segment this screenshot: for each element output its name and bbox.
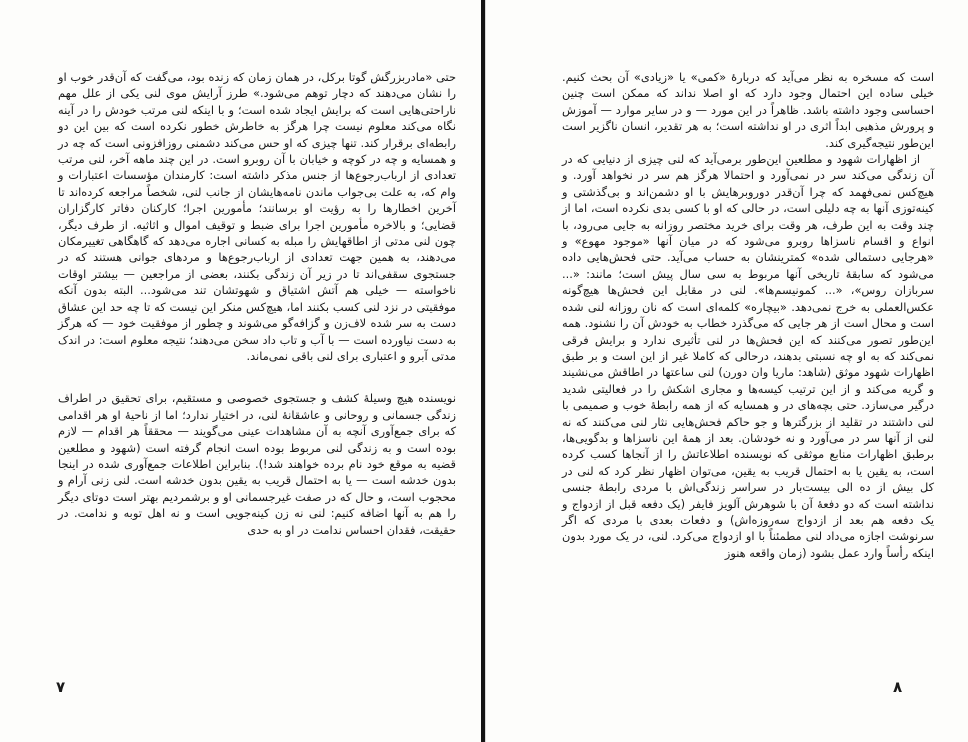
paragraph: نویسنده هیچ وسیلهٔ کشف و جستجوی خصوصی و مستقیم، برای تحقیق در اطراف زندگی جسمانی و روحانی و عاشقانهٔ لنی، در اختیار ندارد؛ اما از ناحیهٔ او هر اقدامی که برای جمع‌آوری آنچه به آن مشاهدات عینی می‌گویند — محققاً هر اقدام — لازم بوده است و به زندگی لنی مربوط بوده است انجام گرفته است (شهود و مطلعین قضیه به موقع خود نام برده خواهند شد!). بنابراین اطلاعات جمع‌آوری شده در اینجا بدون خدشه است — یا به احتمال قریب به یقین بدون خدشه است. لنی زنی آرام و محجوب است، و حال که در صفت غیرجسمانی او و برشمردیم بهتر است دوتای دیگر را هم به آنها اضافه کنیم: لنی نه زن کینه‌جویی است و نه اهل توبه و ندامت. در حقیقت، فقدان احساس ندامت در او به حدی: [58, 391, 456, 537]
left-page: [0, 0, 481, 742]
left-page-text: [58, 69, 456, 538]
page-number: ۸: [893, 678, 903, 696]
paragraph: حتی «مادربزرگش گوتا برکل، در همان زمان که زنده بود، می‌گفت که آن‌قدر خوب او را نشان می‌دهند که دچار توهم می‌شود.» طرز آرایش موی لنی یکی از علل مهم ناراحتی‌هایی است که برایش ایجاد شده است؛ و با اینکه لنی مرتب خودش را در آینه نگاه می‌کند معلوم نیست چرا هرگز به خاطرش خطور نکرده است که بین این دو رابطه‌ای برقرار کند. تنها چیزی که او حس می‌کند دشمنی روزافزونی است که چه در و همسایه و چه در کوچه و خیابان با آن روبرو است. در این چند ماهه آخر، لنی مرتب تعدادی از ارباب‌رجوع‌ها از جنس مذکر داشته است: کارمندان مؤسسات اعتبارات و وام که، به علت بی‌جواب ماندن نامه‌هایشان از جانب لنی، شخصاً مراجعه کرده‌اند تا آخرین اخطارها را به رؤیت او برسانند؛ مأمورین اجرا؛ کارکنان دفاتر کارگزاران قضایی؛ و بالاخره مأمورین اجرا برای ضبط و توقیف اموال و اثاثیه. از طرف دیگر، چون لنی مدتی از اطاقهایش را مبله به کسانی اجاره می‌دهد که گاهگاهی تغییرمکان می‌دهند، به همین جهت تعدادی از ارباب‌رجوع‌ها و مردهای جوانی هستند که در جستجوی سقفی‌اند تا در زیر آن زندگی بکنند، بعضی از مراجعین — بیشتر اوقات ناخواسته — خیلی هم آتش اشتیاق و شهوتشان تند می‌شود... البته بدون آنکه موفقیتی در نزد لنی کسب بکنند اما، هیچ‌کس منکر این نیست که تا چه حد این عشاق دست به سر شده لاف‌زن و گزافه‌گو می‌شوند و چطور از موفقیت خود — که هرگز به دست نیاورده است — با آب و تاب داد سخن می‌دهند؛ نتیجه معلوم است: در اندک مدتی آبرو و اعتباری برای لنی باقی نمی‌ماند.: [58, 70, 456, 363]
paragraph: از اظهارات شهود و مطلعین این‌طور برمی‌آید که لنی چیزی از دنیایی که در آن زندگی می‌کند سر در نمی‌آورد و احتمالا هرگز هم سر در نخواهد آورد. و هیچ‌کس نمی‌فهمد که چرا آن‌قدر دوروبرهایش با او دشمن‌اند و بی‌گذشتی و کینه‌توزی آنها به چه دلیلی است، در حالی که او با کسی بدی نکرده است، اما از چند وقت به این طرف، هر وقت برای خرید مختصر روزانه به جایی می‌رود، با انواع و اقسام ناسزاها روبرو می‌شود که در میان آنها «موجود مهوع» و «هرجایی دستمالی شده» کمترینشان به حساب می‌آید. حتی فحش‌هایی داده می‌شود که سابقهٔ تاریخی آنها مربوط به سی سال پیش است؛ مانند: «... سربازان روس»، «... کمونیسم‌ها». لنی در مقابل این فحش‌ها هیچ‌گونه عکس‌العملی به خرج نمی‌دهد. «بیچاره» کلمه‌ای است که نان روزانه لنی شده است و محال است از هر جایی که می‌گذرد خطاب به خودش آن را نشنود. همه این‌طور تصور می‌کنند که این فحش‌ها در لنی تأثیری ندارد و برایش فرقی نمی‌کند که به او چه نسبتی بدهند، درحالی که کاملا غیر از این است و بر طبق اظهارات شهود موثق (شاهد: ماریا وان دورن) لنی ساعتها در اطاقش می‌نشیند و گریه می‌کند و از این ترتیب کیسه‌ها و مجاری اشکش را در فعالیتی شدید درگیر می‌سازد. حتی بچه‌های در و همسایه که از همه رابطهٔ خوب و صمیمی با لنی داشتند در تقلید از بزرگترها و جو حاکم فحش‌هایی نثار لنی می‌کنند که نه لنی از آنها سر در می‌آورد و نه خودشان. بعد از همهٔ این ناسزاها و بدگویی‌ها، برطبق اظهارات منابع موثقی که نویسنده اطلاعاتش را از آنجاها کسب کرده است، به یقین یا به احتمال قریب به یقین، می‌توان اظهار نظر کرد که لنی در کل بیش از ده الی بیست‌بار در سراسر زندگی‌اش با مردی رابطهٔ جنسی نداشته است که دو دفعهٔ آن با شوهرش آلویز فایفر (یک دفعه قبل از ازدواج و یک دفعه هم بعد از ازدواج سه‌روزه‌اش) و دفعات بعدی با مردی که اگر سرنوشت اجازه می‌داد لنی مطمئناً با او ازدواج می‌کرد. لنی، در یک مورد بدون اینکه رأساً وارد عمل بشود (زمان واقعه هنوز: [562, 152, 934, 560]
paragraph: است که مسخره به نظر می‌آید که دربارهٔ «کمی» یا «زیادی» آن بحث کنیم. خیلی ساده این احتمال وجود دارد که او اصلا نداند که ممکن است چنین احساسی وجود داشته باشد. ظاهراً در این مورد — و در سایر موارد — آموزش و پرورش مذهبی ابداً اثری در او نداشته است؛ به هر تقدیر، انسان ناگزیر است این‌طور نتیجه‌گیری کند.: [562, 70, 934, 150]
right-page-text: [562, 69, 934, 561]
page-number: ۷: [56, 678, 66, 696]
page-edge: [485, 0, 486, 742]
